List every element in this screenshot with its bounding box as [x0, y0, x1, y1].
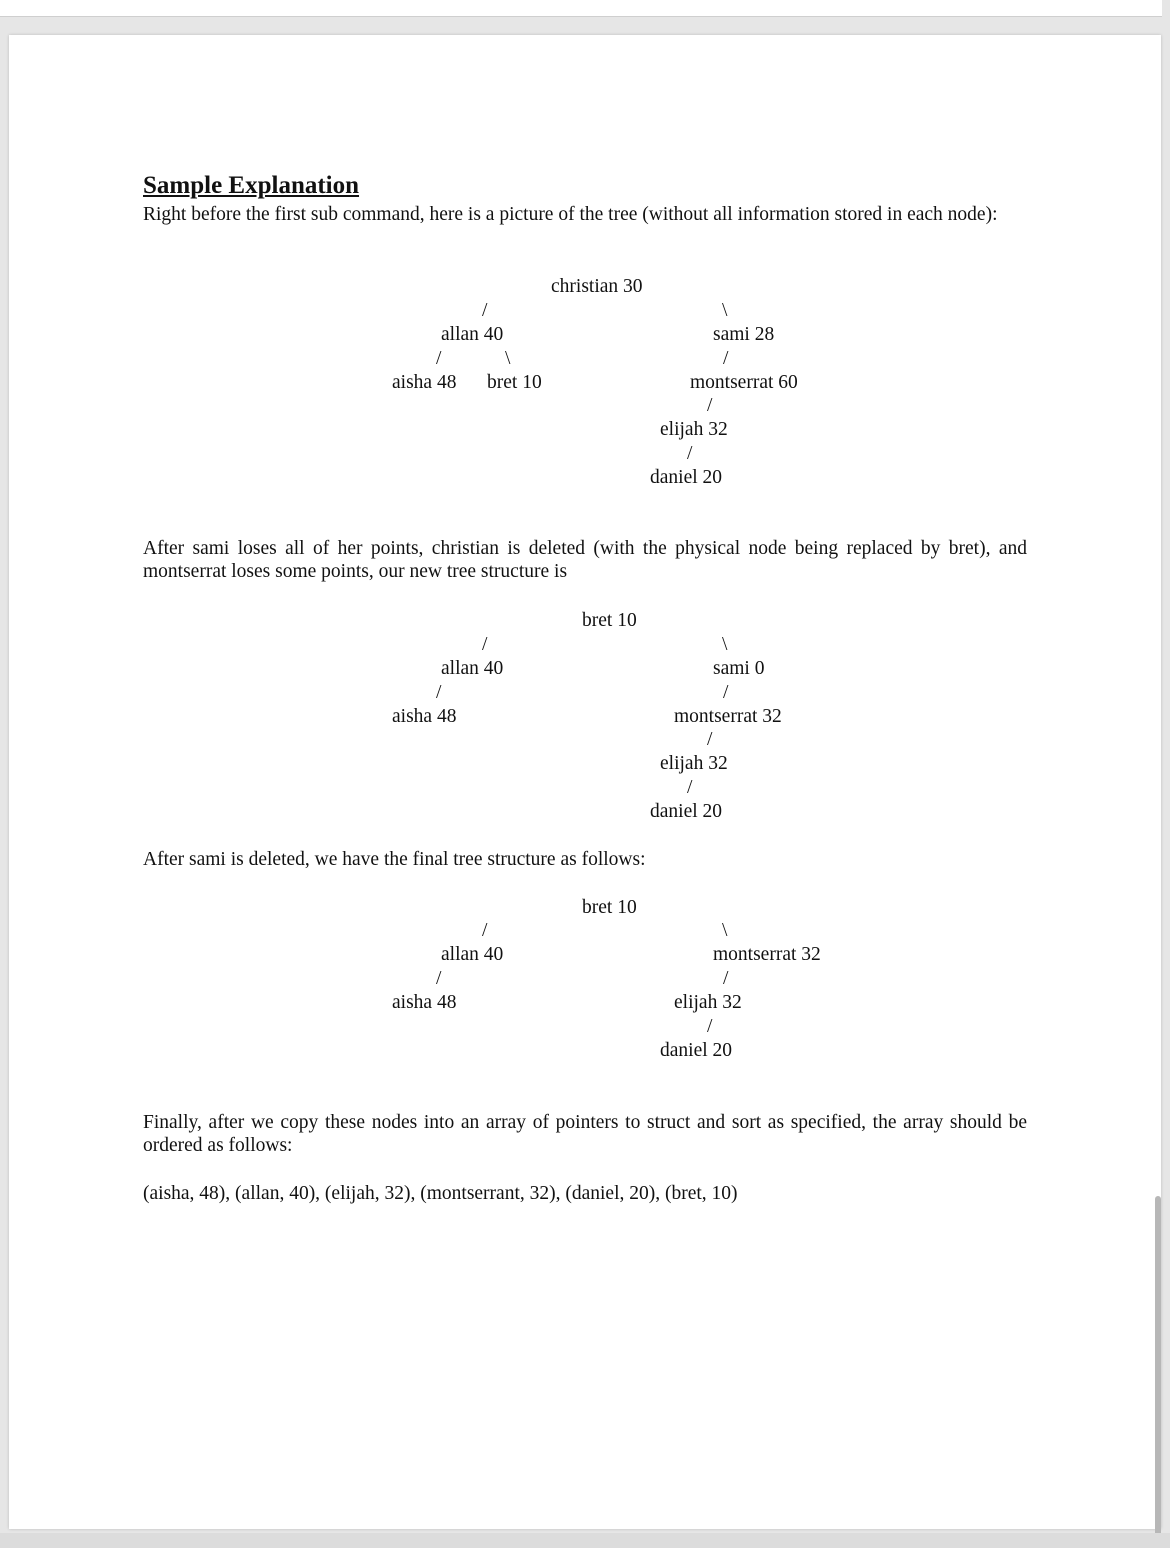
- tree-node: sami 28: [713, 324, 775, 345]
- tree-node: allan 40: [441, 324, 504, 345]
- tree-edge-left: /: [707, 1016, 713, 1037]
- tree-node: montserrat 32: [674, 706, 782, 727]
- tree-node: sami 0: [713, 658, 765, 679]
- tree-edge-left: /: [687, 443, 693, 464]
- paragraph-2: After sami loses all of her points, christian is deleted (with the physical node being replaced by bret), and montserrat loses some points, our new tree structure is: [143, 538, 1027, 582]
- section-heading: Sample Explanation: [143, 172, 360, 199]
- tree-node: bret 10: [582, 897, 637, 918]
- tree-edge-left: /: [723, 348, 729, 369]
- tree-edge-right: \: [722, 300, 728, 321]
- paragraph-4: Finally, after we copy these nodes into an array of pointers to struct and sort as specified, the array should be ordered as follows:: [143, 1112, 1027, 1156]
- tree-node: allan 40: [441, 658, 504, 679]
- tree-edge-right: \: [505, 348, 511, 369]
- previous-page-edge: [0, 0, 1162, 17]
- tree-edge-left: /: [436, 682, 442, 703]
- tree-edge-left: /: [687, 777, 693, 798]
- tree-edge-left: /: [482, 920, 488, 941]
- tree-edge-right: \: [722, 634, 728, 655]
- tree-edge-left: /: [723, 968, 729, 989]
- tree-node: daniel 20: [660, 1040, 733, 1061]
- tree-node: aisha 48: [392, 372, 457, 393]
- document-page: [9, 35, 1161, 1529]
- tree-node: christian 30: [551, 276, 643, 297]
- tree-node: daniel 20: [650, 801, 723, 822]
- tree-node: daniel 20: [650, 467, 723, 488]
- tree-node: bret 10: [582, 610, 637, 631]
- tree-edge-right: \: [722, 920, 728, 941]
- tree-node: allan 40: [441, 944, 504, 965]
- tree-node: elijah 32: [674, 992, 742, 1013]
- intro-paragraph: Right before the first sub command, here is a picture of the tree (without all information stored in each node):: [143, 204, 998, 225]
- vertical-scrollbar[interactable]: [1155, 1196, 1161, 1536]
- tree-edge-left: /: [482, 300, 488, 321]
- tree-edge-left: /: [482, 634, 488, 655]
- tree-edge-left: /: [707, 729, 713, 750]
- tree-edge-left: /: [723, 682, 729, 703]
- tree-node: montserrat 60: [690, 372, 798, 393]
- tree-node: bret 10: [487, 372, 542, 393]
- paragraph-3: After sami is deleted, we have the final tree structure as follows:: [143, 849, 646, 870]
- page-gap: [0, 1533, 1170, 1548]
- tree-node: elijah 32: [660, 419, 728, 440]
- tree-edge-left: /: [436, 968, 442, 989]
- result-array: (aisha, 48), (allan, 40), (elijah, 32), (montserrant, 32), (daniel, 20), (bret, 10): [143, 1183, 738, 1204]
- tree-edge-left: /: [707, 395, 713, 416]
- tree-node: montserrat 32: [713, 944, 821, 965]
- tree-node: aisha 48: [392, 706, 457, 727]
- tree-node: elijah 32: [660, 753, 728, 774]
- tree-edge-left: /: [436, 348, 442, 369]
- tree-node: aisha 48: [392, 992, 457, 1013]
